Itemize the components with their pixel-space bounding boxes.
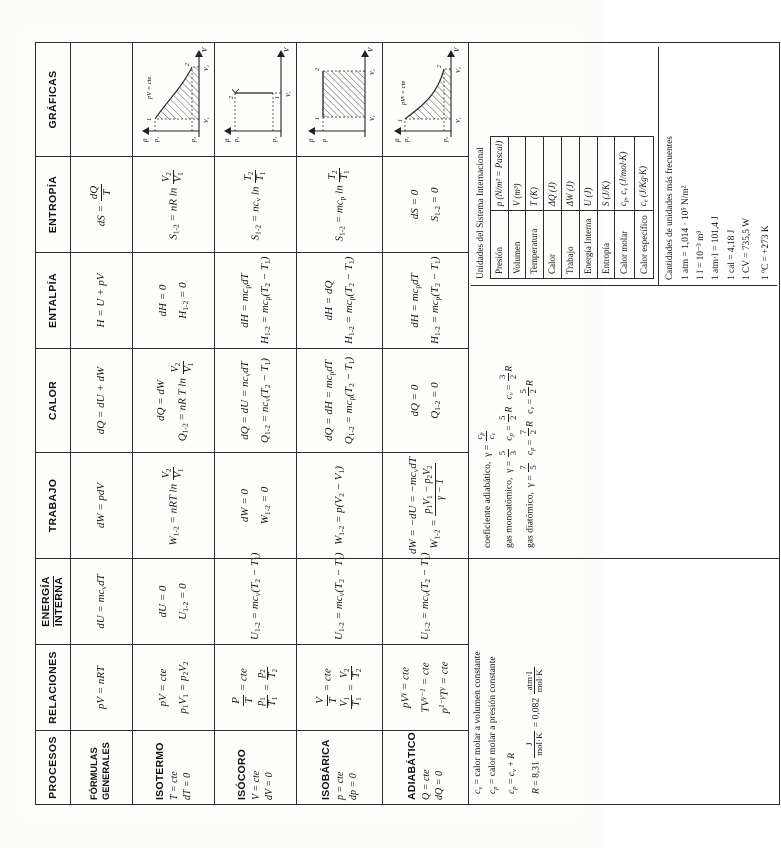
- table-row-isotermo: [133, 43, 215, 805]
- unit-symbol-and-unit: V (m³): [508, 136, 526, 211]
- svg-text:V: V: [366, 48, 375, 53]
- gamma-di-label: gas diatómico,: [524, 492, 536, 548]
- process-name: ISOTERMO: [153, 742, 166, 800]
- svg-text:2: 2: [436, 65, 443, 69]
- unit-symbol-and-unit: U (J): [579, 136, 597, 211]
- units-row: [597, 136, 615, 278]
- cell-isobarica-relaciones: V T = cte $V_1$ $T_1$ = $V_2$ $T_2$: [297, 645, 383, 731]
- cell-adiabatico-entropia: dS = 0 $S_{1-2} = 0$: [383, 157, 469, 253]
- svg-text:2: 2: [184, 63, 191, 67]
- svg-text:p: p: [140, 139, 149, 143]
- cell-isocoro-relaciones: P T = cte $p_1$ $T_1$ = $p_2$ $T_2$: [215, 645, 297, 731]
- cell-adiabatico-energia-interna: $U_{1-2} = mc_v(T_2 - T_1)$: [383, 559, 469, 645]
- cell-isobarica-entropia: $S_{1-2} = mc_p$ ln $T_2$ $T_1$: [297, 157, 383, 253]
- note-cp: cp = calor molar a presión constante: [486, 656, 499, 794]
- svg-text:V₂: V₂: [203, 65, 210, 72]
- svg-text:V: V: [282, 48, 291, 53]
- reference-band-row: [469, 43, 780, 805]
- unit-name: Calor específico: [634, 211, 653, 279]
- svg-text:p₂: p₂: [233, 137, 240, 143]
- conversion-row: 1 atm = 1,014 · 10⁵ N/m²: [680, 185, 691, 280]
- cell-isotermo-entalpia: dH = 0 $H_{1-2} = 0$: [133, 253, 215, 349]
- note-cp-cv-relation: cp = cv + R: [505, 752, 518, 794]
- units-row: [562, 136, 580, 278]
- svg-text:p₁: p₁: [153, 137, 160, 143]
- process-condition-2: dp = 0: [347, 773, 359, 800]
- svg-text:1: 1: [314, 117, 321, 121]
- gamma-and-units-column: [471, 285, 777, 554]
- units-row: [508, 136, 526, 278]
- units-row: [526, 136, 544, 278]
- column-header-energia-interna: [36, 559, 71, 645]
- units-row: [544, 136, 562, 278]
- units-title: Unidades del Sistema Internacional: [476, 147, 486, 279]
- diagram-isocoro-pv: [217, 47, 294, 152]
- conversion-row: 1 atm·l = 101,4 J: [711, 216, 722, 280]
- table-row-formulas-generales: [71, 43, 133, 805]
- conversions-panel: [659, 47, 777, 285]
- unit-name: Entropía: [597, 211, 615, 279]
- cell-isotermo-energia-interna: dU = 0 $U_{1-2} = 0$: [133, 559, 215, 645]
- units-and-conversions-column: [471, 47, 777, 285]
- svg-text:V₁: V₁: [285, 91, 292, 98]
- thermodynamics-formula-table: [35, 43, 772, 805]
- diagram-adiabatico-pv: [385, 47, 466, 152]
- units-panel: [471, 47, 659, 285]
- unit-name: Presión: [490, 211, 508, 279]
- column-header-relaciones: RELACIONES: [36, 645, 71, 731]
- process-name-2: GENERALES: [100, 742, 111, 800]
- conversion-row: 1 ºC = +273 K: [761, 225, 772, 280]
- units-table: [490, 136, 654, 279]
- cell-isotermo-graficas: [133, 43, 215, 157]
- svg-text:2: 2: [228, 96, 235, 100]
- process-condition-2: dT = 0: [181, 772, 193, 800]
- cell-isobarica-trabajo: $W_{1-2} = p(V_2 - V_1)$: [297, 453, 383, 559]
- cell-isotermo-entropia: $S_{1-2}$ = nR ln $V_2$ $V_1$: [133, 157, 215, 253]
- cell-isocoro-entropia: $S_{1-2} = nc_v$ ln $T_2$ $T_1$: [215, 157, 297, 253]
- svg-text:V: V: [200, 48, 209, 53]
- process-name: ADIABÁTICO: [405, 732, 418, 800]
- svg-text:p: p: [392, 139, 401, 143]
- column-header-entropia: ENTROPÍA: [36, 157, 71, 253]
- process-condition-1: V = cte: [250, 770, 262, 800]
- process-label-isocoro: [215, 731, 297, 805]
- unit-name: Energía Interna: [579, 211, 597, 279]
- cell-isobarica-entalpia: dH = dQ $H_{1-2} = mc_p(T_2 - T_1)$: [297, 253, 383, 349]
- units-row: [579, 136, 597, 278]
- column-header-graficas: GRÁFICAS: [36, 43, 71, 157]
- conversion-row: 1 cal = 4,18 J: [726, 229, 737, 280]
- process-condition-2: dQ = 0: [433, 771, 445, 800]
- column-header-trabajo: TRABAJO: [36, 453, 71, 559]
- gamma-definitions: [471, 286, 543, 554]
- process-name: FÓRMULAS: [88, 747, 99, 800]
- svg-text:V₁: V₁: [203, 117, 210, 124]
- cell-generales-entropia: dS = dQ T: [71, 157, 133, 253]
- cell-isocoro-trabajo: dW = 0 $W_{1-2} = 0$: [215, 453, 297, 559]
- unit-symbol-and-unit: ΔW (J): [562, 136, 580, 211]
- notes-panel: [469, 559, 780, 805]
- note-R-constant: R = 8,31 J mol·K = 0,082 atm·l mol·K: [523, 669, 545, 794]
- cell-isobarica-graficas: [297, 43, 383, 157]
- process-label-isotermo: [133, 731, 215, 805]
- svg-text:p₂: p₂: [190, 137, 197, 143]
- svg-text:V₂: V₂: [455, 67, 462, 74]
- process-label-isobarica: [297, 731, 383, 805]
- cell-adiabatico-calor: dQ = 0 $Q_{1-2} = 0$: [383, 349, 469, 453]
- process-condition-1: T = cte: [168, 771, 180, 800]
- formula-table: [35, 42, 780, 805]
- table-row-adiabatico: [383, 43, 469, 805]
- svg-text:V₁: V₁: [369, 115, 376, 122]
- unit-symbol-and-unit: T (K): [526, 136, 544, 211]
- table-header-row: [36, 43, 71, 805]
- cell-generales-graficas: [71, 43, 133, 157]
- svg-text:p₁: p₁: [403, 137, 410, 143]
- process-condition-1: Q = cte: [420, 769, 432, 800]
- interna-label: INTERNA: [53, 576, 65, 627]
- svg-text:p: p: [306, 139, 315, 143]
- cell-generales-entalpia: H = U + pV: [71, 253, 133, 349]
- cell-isocoro-graficas: [215, 43, 297, 157]
- table-row-isocoro: [215, 43, 297, 805]
- svg-text:V: V: [452, 48, 461, 53]
- svg-text:pVγ = cte: $pV^\gamma$ = cte: [398, 81, 407, 106]
- cell-adiabatico-trabajo: dW = $-dU = -mc_vdT$ $W_{1-2}$ = $p_1V_1 - p_2V_2$ γ − 1: [383, 453, 469, 559]
- cell-adiabatico-relaciones: $pV^\gamma$ = cte $TV^{\gamma-1}$ = cte $p^{1-\gamma}T^\gamma$ = cte: [383, 645, 469, 731]
- gamma-title-line: coeficiente adiabático, γ = cp cv: [474, 432, 498, 548]
- reference-tables-panel: [469, 43, 780, 559]
- cell-isotermo-relaciones: pV = cte $p_1V_1 = p_2V_2$: [133, 645, 215, 731]
- cell-isocoro-entalpia: dH = $mc_pdT$ $H_{1-2} = mc_p(T_2 - T_1)$: [215, 253, 297, 349]
- unit-name: Temperatura: [526, 211, 544, 279]
- units-row: [615, 136, 634, 278]
- svg-text:p₂: p₂: [442, 137, 449, 143]
- cell-generales-relaciones: pV = nRT: [71, 645, 133, 731]
- cell-isotermo-calor: dQ = dW $Q_{1-2}$ = nR T ln $V_2$ $V_1$: [133, 349, 215, 453]
- unit-symbol-and-unit: S (J/K): [597, 136, 615, 211]
- conversion-row: 1 CV = 735,5 W: [741, 218, 752, 280]
- gamma-title: coeficiente adiabático,: [481, 461, 493, 548]
- note-cv: cv = calor molar a volumen constante: [472, 651, 484, 794]
- svg-text:1: 1: [146, 118, 153, 122]
- units-row: [634, 136, 653, 278]
- process-condition-2: dV = 0: [263, 772, 275, 800]
- unit-symbol-and-unit: ce (J/Kg·K): [634, 136, 653, 211]
- units-row: [490, 136, 508, 278]
- column-header-calor: CALOR: [36, 349, 71, 453]
- table-row-isobarica: [297, 43, 383, 805]
- unit-name: Trabajo: [562, 211, 580, 279]
- svg-text:p₁: p₁: [271, 137, 278, 143]
- svg-text:1: 1: [397, 119, 404, 123]
- cell-isocoro-energia-interna: $U_{1-2} = mc_v(T_2 - T_1)$: [215, 559, 297, 645]
- cell-isobarica-calor: dQ = dH = $mc_pdT$ $Q_{1-2} = mc_p(T_2 - T_1)$: [297, 349, 383, 453]
- svg-text:1: 1: [274, 96, 281, 100]
- unit-symbol-and-unit: cp, cv (J/mol·K): [615, 136, 634, 211]
- cell-isobarica-energia-interna: $U_{1-2} = mc_v(T_2 - T_1)$: [297, 559, 383, 645]
- cell-generales-trabajo: dW = pdV: [71, 453, 133, 559]
- cell-adiabatico-graficas: [383, 43, 469, 157]
- column-header-entalpia: ENTALPÍA: [36, 253, 71, 349]
- rotated-sheet: [21, 29, 772, 819]
- gamma-mono-label: gas monoatómico,: [503, 477, 515, 548]
- gamma-diatomic-line: gas diatómico, γ = 7 5 cp = 7 2 R cv = 5 2 R: [517, 380, 539, 548]
- svg-text:V₂: V₂: [369, 69, 376, 76]
- cell-isotermo-trabajo: $W_{1-2}$ = nRT ln $V_2$ $V_1$: [133, 453, 215, 559]
- cell-isocoro-calor: dQ = dU = $nc_vdT$ $Q_{1-2} = nc_v(T_2 - T_1)$: [215, 349, 297, 453]
- unit-name: Volumen: [508, 211, 526, 279]
- unit-symbol-and-unit: ΔQ (J): [544, 136, 562, 211]
- svg-text:V₁: V₁: [455, 117, 462, 124]
- diagram-isotermo-pv: [135, 47, 212, 152]
- energia-label: ENERGÍA: [41, 576, 54, 627]
- process-name: ISOBÁRICA: [319, 739, 332, 800]
- unit-symbol-and-unit: p (N/m² = Pascal): [490, 136, 508, 211]
- cell-generales-energia-interna: dU = $mc_vdT$: [71, 559, 133, 645]
- conversion-row: 1 l = 10⁻³ m³: [696, 230, 707, 280]
- svg-text:2: 2: [314, 68, 321, 72]
- unit-name: Calor: [544, 211, 562, 279]
- svg-text:pV = cte.: pV = cte.: [145, 75, 153, 100]
- column-header-procesos: PROCESOS: [36, 731, 71, 805]
- gamma-monoatomic-line: gas monoatómico, γ = 5 3 cp = 5 2 R cv = 3 2 R: [497, 365, 518, 548]
- unit-name: Calor molar: [615, 211, 634, 279]
- process-name: ISÓCORO: [235, 749, 248, 800]
- diagram-isobarica-pv: [299, 47, 380, 152]
- svg-text:p: p: [222, 139, 231, 143]
- process-label-formulas-generales: [71, 731, 133, 805]
- process-condition-1: p = cte: [334, 771, 346, 800]
- cell-adiabatico-entalpia: dH = $mc_pdT$ $H_{1-2} = mc_p(T_2 - T_1)$: [383, 253, 469, 349]
- svg-text:p: p: [321, 139, 328, 143]
- conversions-title: Cantidades de unidades más frecuentes: [664, 136, 675, 280]
- process-label-adiabatico: [383, 731, 469, 805]
- cell-generales-calor: dQ = dU + dW: [71, 349, 133, 453]
